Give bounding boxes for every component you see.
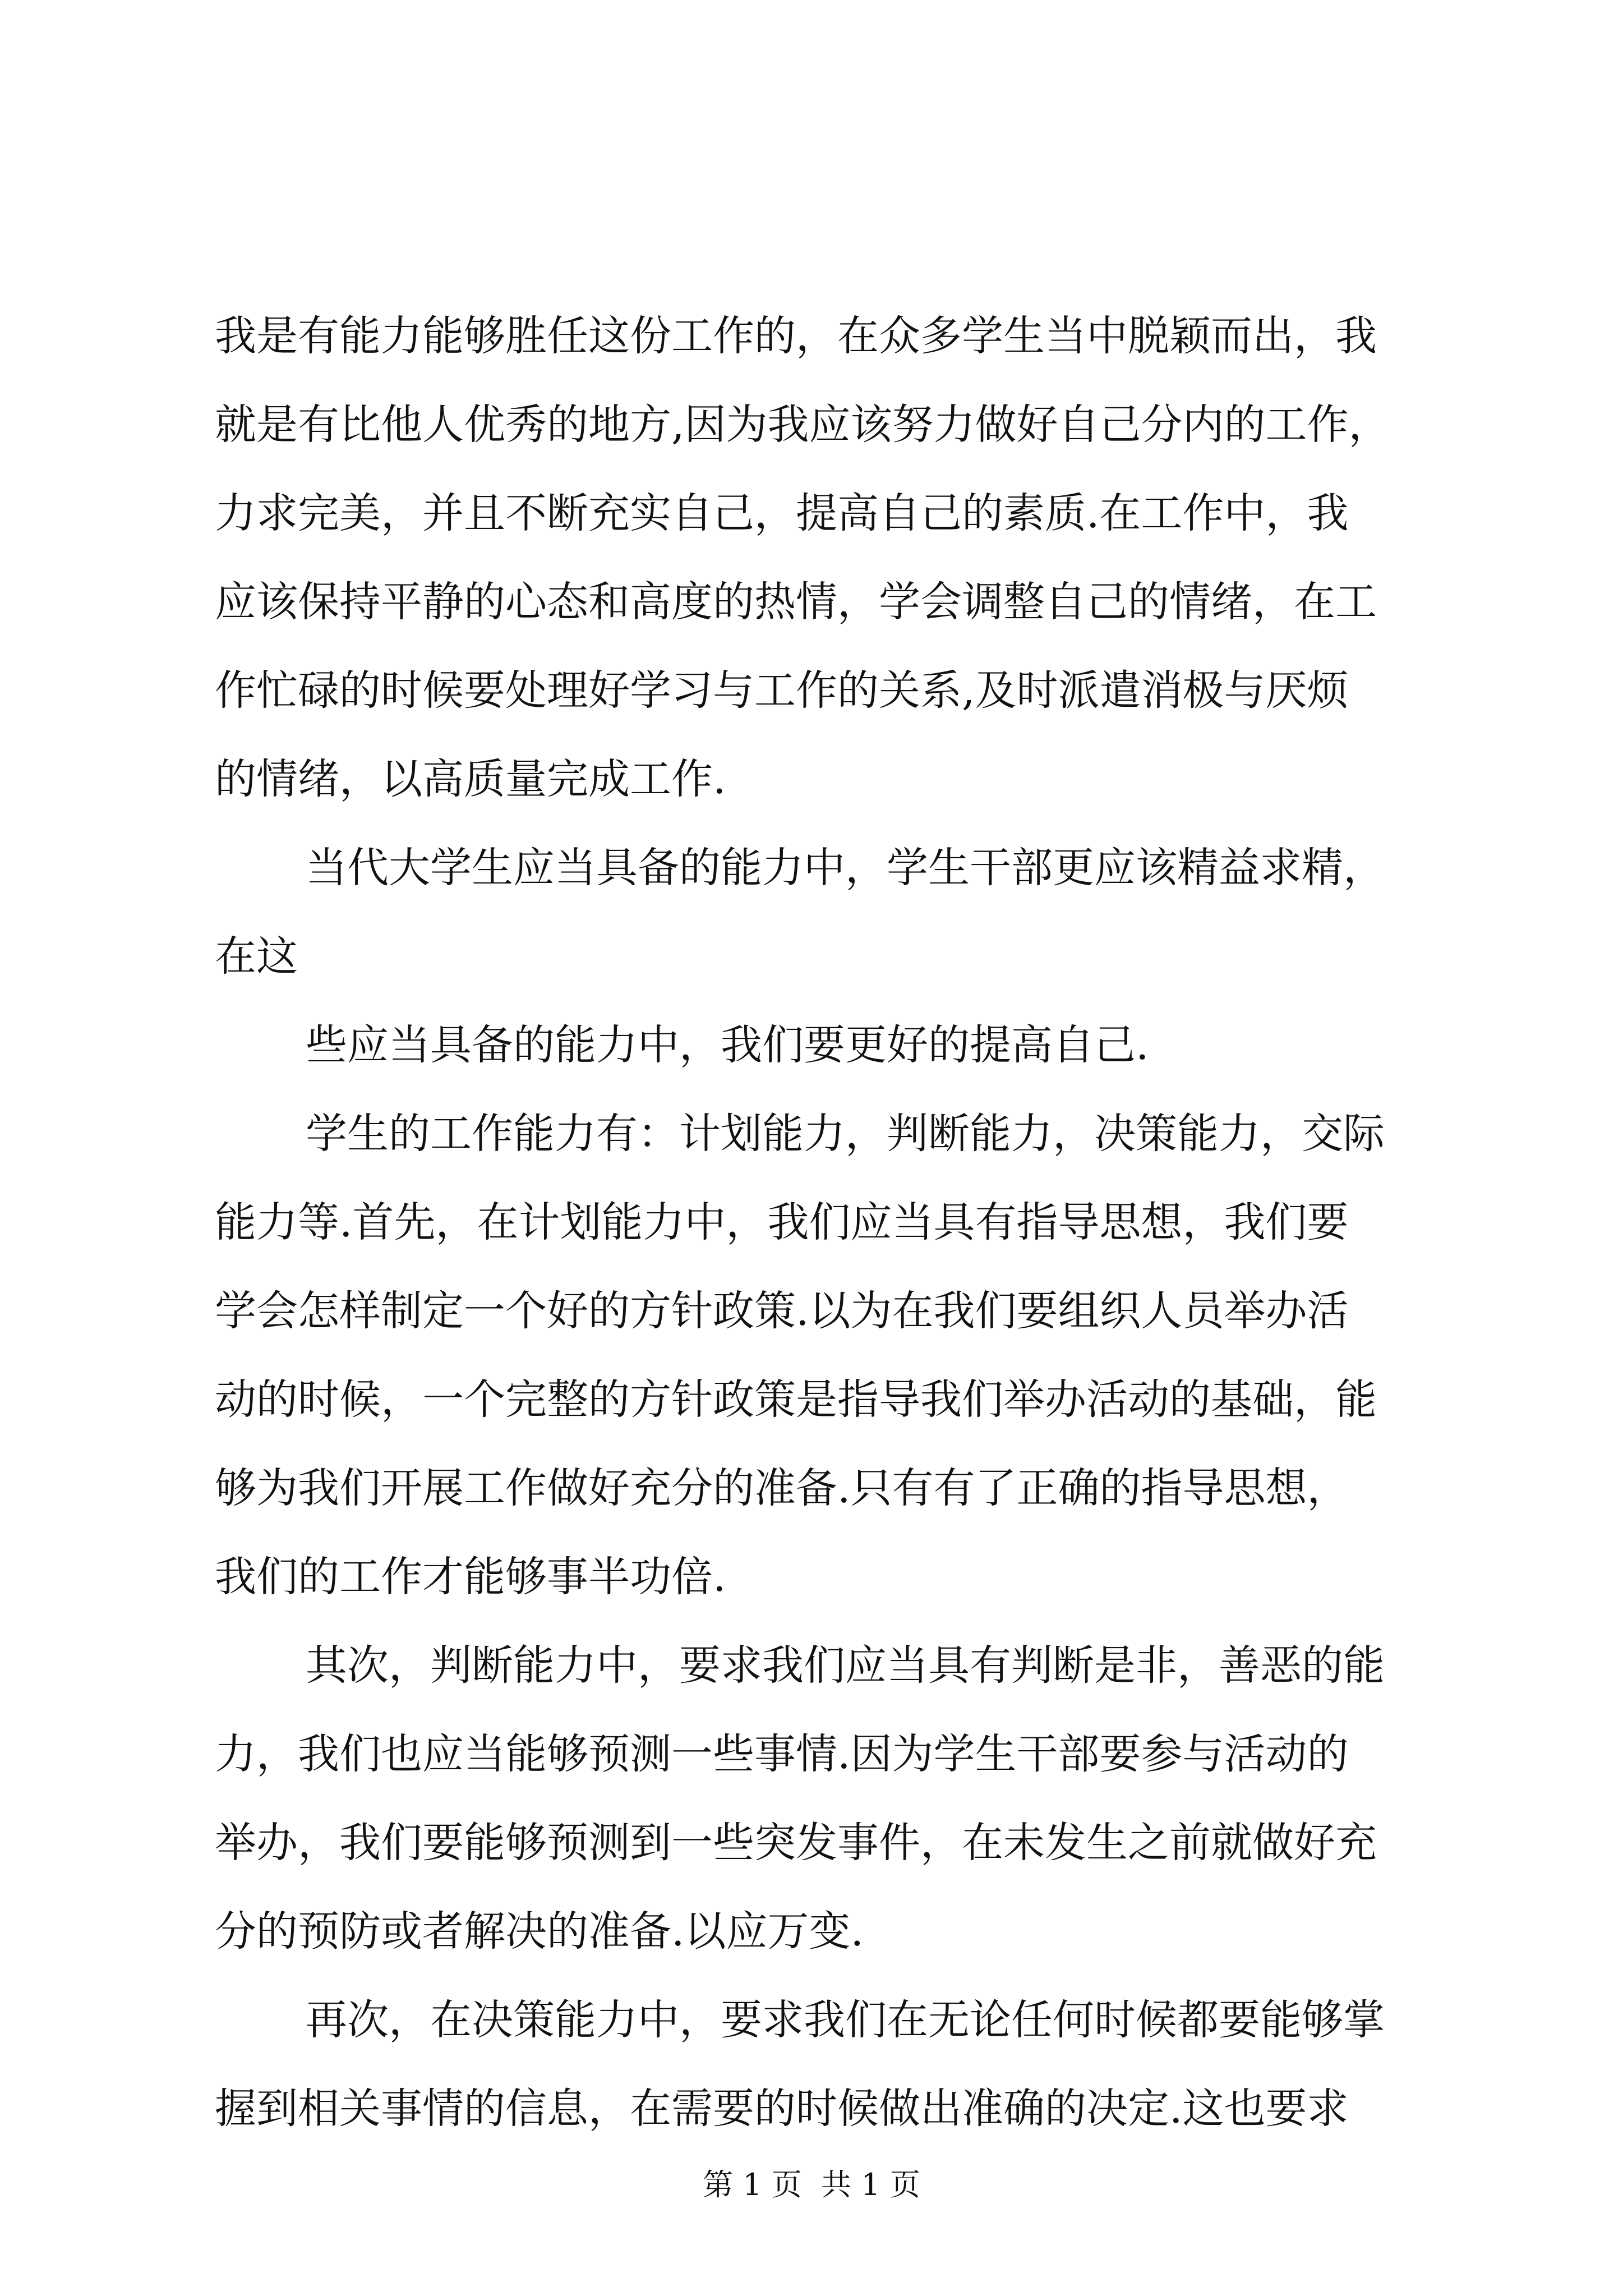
body-text-line: 力，我们也应当能够预测一些事情.因为学生干部要参与活动的 (215, 1730, 1349, 1778)
body-text-line: 的情绪，以高质量完成工作. (215, 755, 726, 803)
body-text-line: 作忙碌的时候要处理好学习与工作的关系,及时派遣消极与厌烦 (215, 666, 1349, 715)
body-text-line: 我是有能力能够胜任这份工作的，在众多学生当中脱颖而出，我 (215, 312, 1377, 360)
body-text-line: 就是有比他人优秀的地方,因为我应该努力做好自己分内的工作， (215, 401, 1390, 449)
body-text-line: 应该保持平静的心态和高度的热情，学会调整自己的情绪，在工 (215, 578, 1377, 626)
body-text-line: 我们的工作才能够事半功倍. (215, 1553, 726, 1601)
body-text-line: 分的预防或者解决的准备.以应万变. (215, 1907, 864, 1955)
body-text-line: 在这 (215, 932, 298, 981)
body-text-line: 举办，我们要能够预测到一些突发事件，在未发生之前就做好充 (215, 1819, 1377, 1867)
body-text-line: 学会怎样制定一个好的方针政策.以为在我们要组织人员举办活 (215, 1287, 1349, 1335)
body-text-line: 些应当具备的能力中，我们要更好的提高自己. (306, 1021, 1149, 1069)
body-text-line: 学生的工作能力有：计划能力，判断能力，决策能力，交际 (306, 1110, 1385, 1158)
body-text-line: 握到相关事情的信息，在需要的时候做出准确的决定.这也要求 (215, 2085, 1349, 2133)
body-text-line: 动的时候，一个完整的方针政策是指导我们举办活动的基础，能 (215, 1375, 1377, 1424)
body-text-line: 其次，判断能力中，要求我们应当具有判断是非，善恶的能 (306, 1641, 1385, 1690)
body-text-line: 够为我们开展工作做好充分的准备.只有有了正确的指导思想， (215, 1464, 1349, 1512)
page-footer: 第 1 页 共 1 页 (703, 2167, 920, 2202)
body-text-line: 力求完美，并且不断充实自己，提高自己的素质.在工作中，我 (215, 489, 1349, 537)
body-text-line: 再次，在决策能力中，要求我们在无论任何时候都要能够掌 (306, 1996, 1385, 2044)
body-text-line: 能力等.首先，在计划能力中，我们应当具有指导思想，我们要 (215, 1198, 1349, 1246)
body-text-line: 当代大学生应当具备的能力中，学生干部更应该精益求精， (306, 844, 1385, 892)
